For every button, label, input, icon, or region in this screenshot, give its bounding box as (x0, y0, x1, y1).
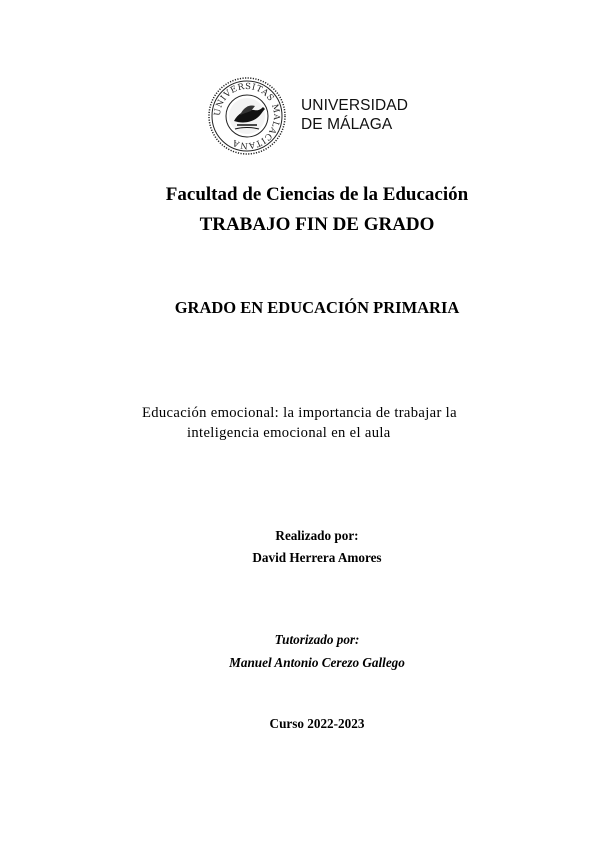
university-name-line2: DE MÁLAGA (301, 116, 393, 133)
university-logo (207, 76, 407, 156)
thesis-title-line2: inteligencia emocional en el aula (187, 425, 391, 441)
university-name-line1: UNIVERSIDAD (301, 97, 409, 114)
author-label: Realizado por: (275, 528, 359, 543)
author-name: David Herrera Amores (252, 550, 382, 565)
university-seal-icon (207, 76, 287, 156)
thesis-title-line1: Educación emocional: la importancia de trabajar la (142, 405, 457, 421)
document-type: TRABAJO FIN DE GRADO (199, 214, 435, 235)
academic-year: Curso 2022-2023 (269, 716, 365, 731)
tutor-name: Manuel Antonio Cerezo Gallego (229, 655, 405, 670)
tutor-label: Tutorizado por: (274, 632, 360, 647)
degree-name: GRADO EN EDUCACIÓN PRIMARIA (174, 298, 460, 317)
university-name (301, 96, 408, 134)
faculty-name: Facultad de Ciencias de la Educación (165, 184, 469, 205)
seal-text: UNIVERSITAS MALACITANA (212, 81, 282, 151)
